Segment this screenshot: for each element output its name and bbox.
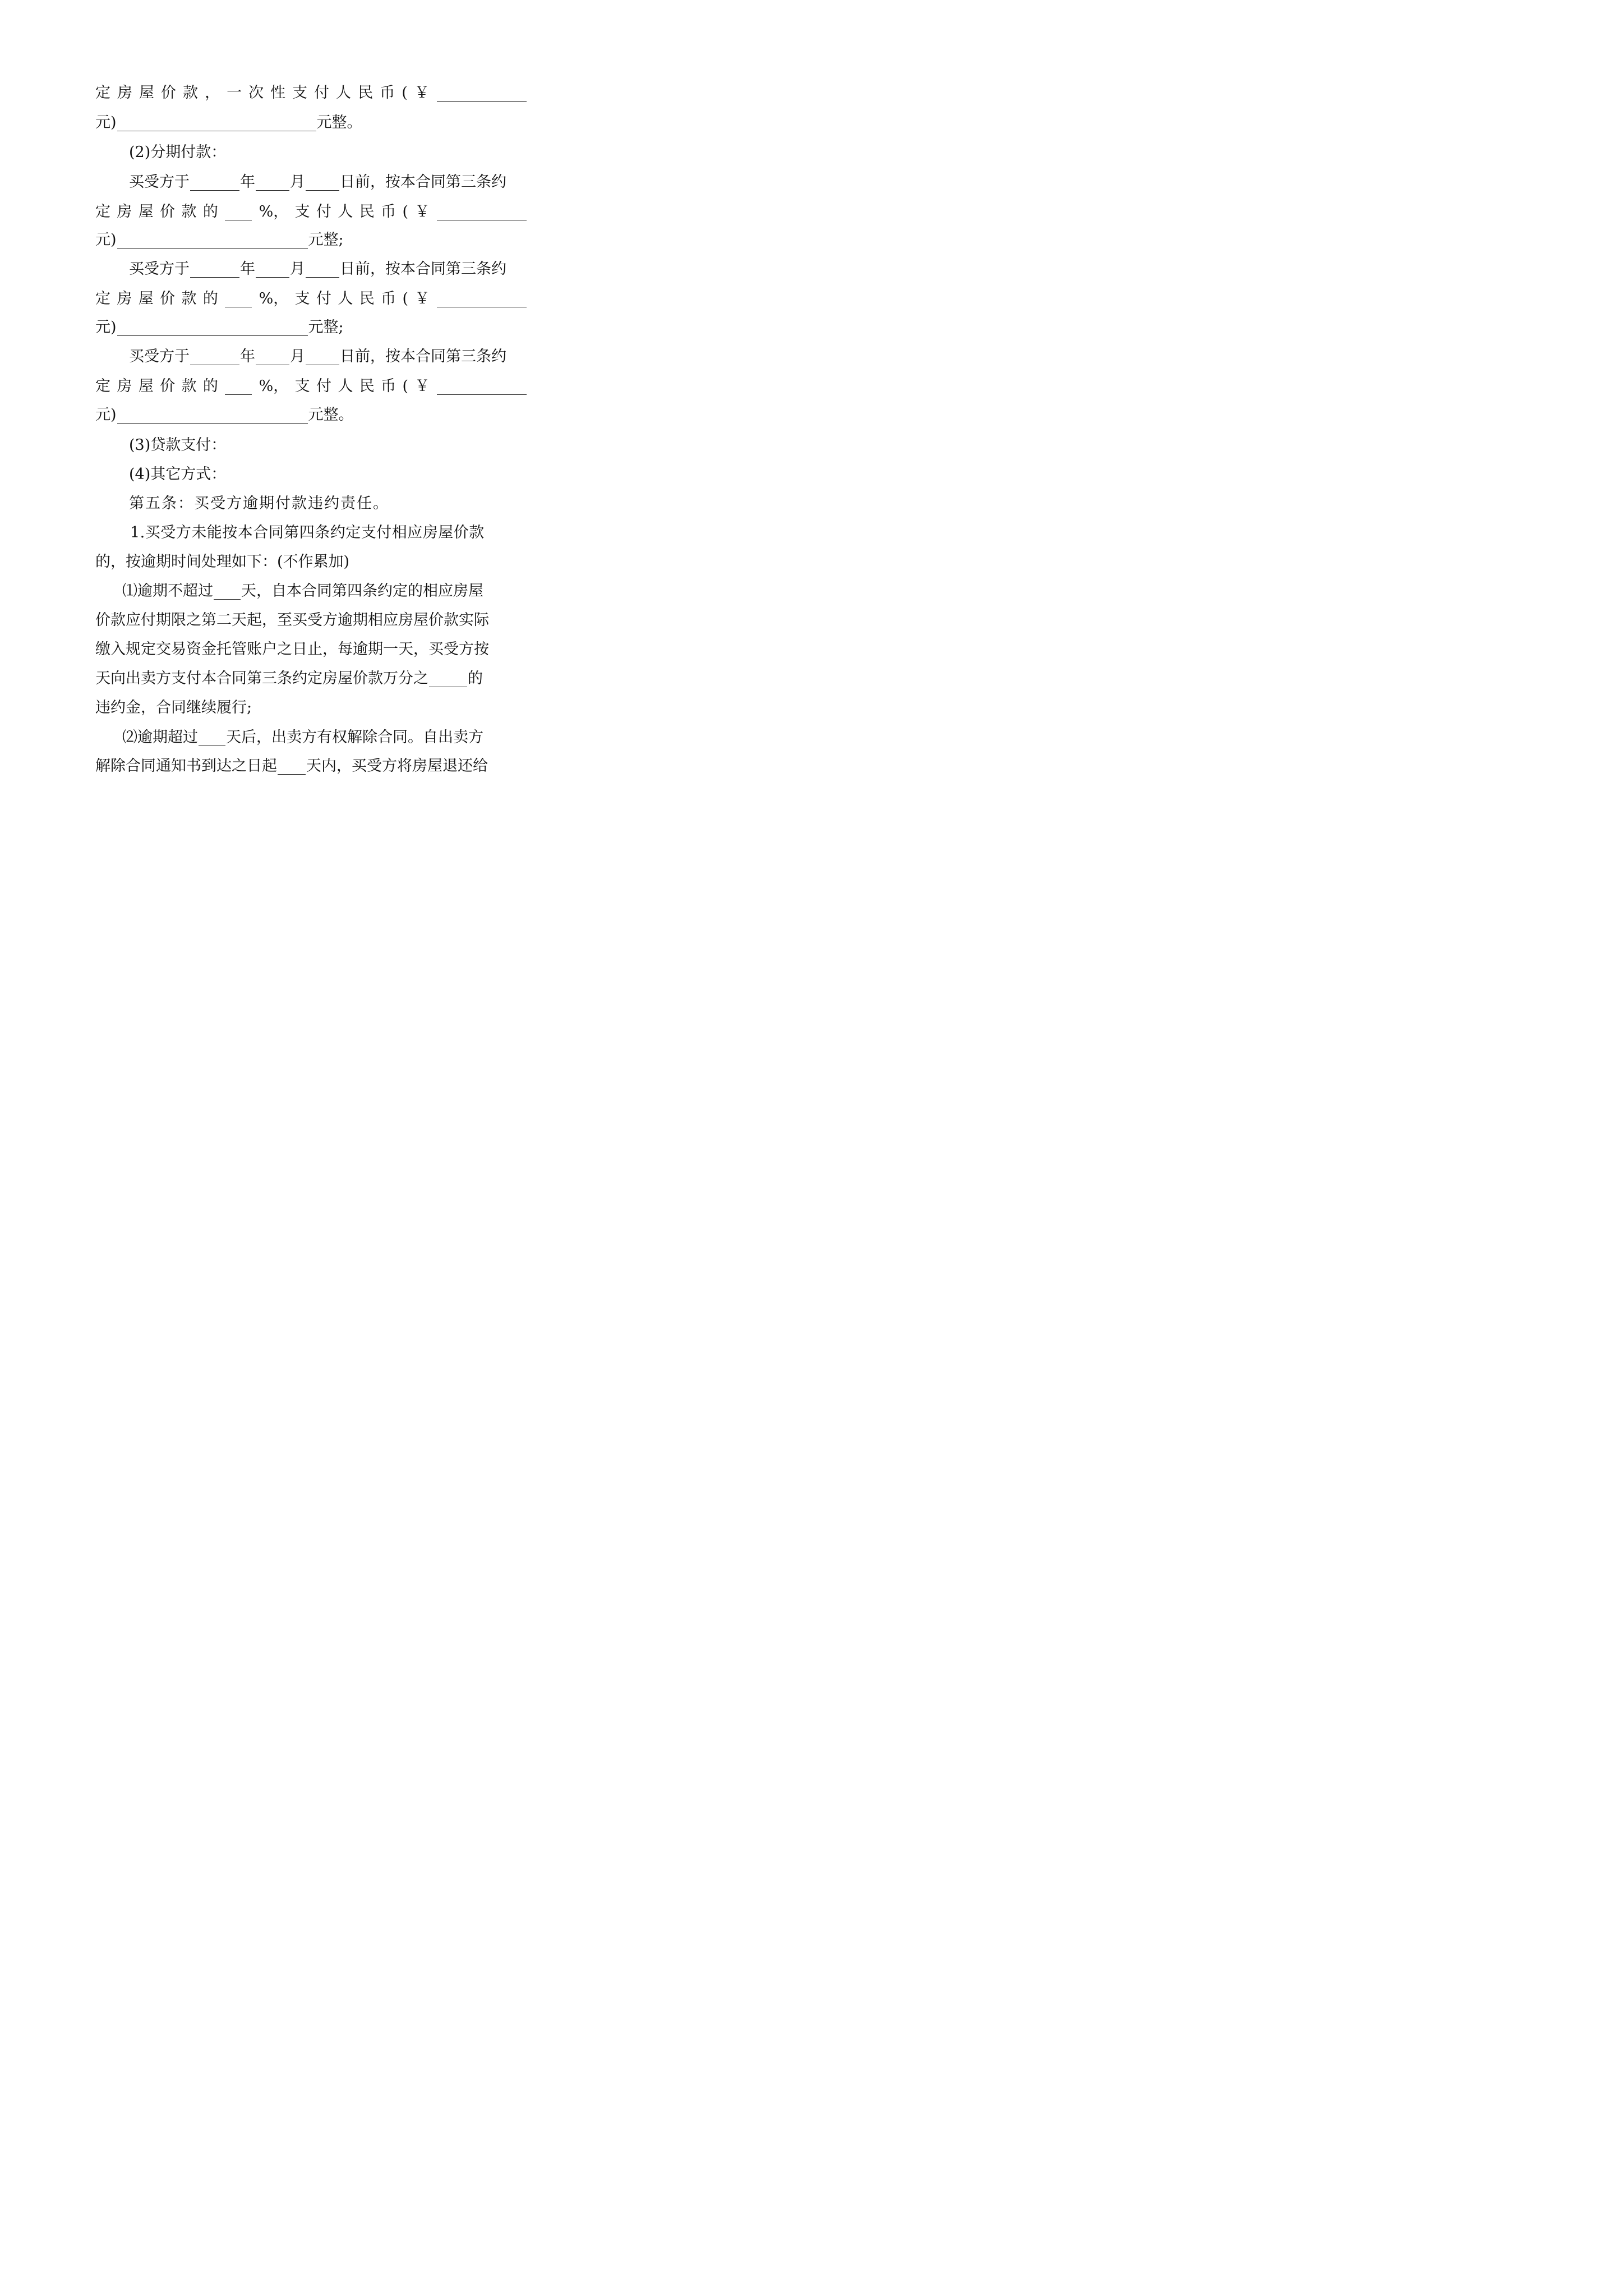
contract-line-10	[129, 346, 527, 368]
fill-blank[interactable]	[190, 349, 239, 365]
text-segment: 元)	[95, 231, 117, 249]
text-segment: ￥	[414, 290, 430, 307]
text-segment: 付	[314, 84, 330, 102]
contract-line-6	[95, 229, 527, 251]
text-segment: %，	[259, 290, 289, 307]
text-segment: 币	[381, 378, 396, 395]
fill-blank[interactable]	[117, 232, 308, 249]
text-segment: 天，自本合同第四条约定的相应房屋	[241, 582, 483, 600]
text-segment: 币	[381, 203, 396, 220]
text-segment: (	[402, 290, 409, 307]
contract-line-16	[130, 522, 527, 544]
text-segment: 款	[181, 203, 197, 220]
contract-line-19	[95, 609, 527, 632]
text-segment: 的	[202, 203, 218, 220]
text-segment: 支	[294, 290, 310, 307]
text-segment: 元)	[95, 114, 117, 131]
text-segment: 解除合同通知书到达之日起	[95, 757, 277, 775]
text-segment: 买受方于	[129, 348, 190, 365]
section-heading: (2)分期付款：	[129, 144, 227, 161]
contract-line-23	[122, 726, 527, 749]
text-segment: 的	[202, 378, 218, 395]
text-segment: ⑴逾期不超过	[122, 582, 213, 600]
contract-line-1	[95, 82, 527, 104]
contract-line-17	[95, 551, 527, 573]
fill-blank[interactable]	[437, 291, 527, 307]
document-page	[0, 0, 617, 873]
text-segment: 价	[160, 290, 176, 307]
text-segment: (	[402, 378, 409, 395]
text-segment: 人	[338, 203, 353, 220]
text-segment: 屋	[138, 203, 154, 220]
contract-line-4	[129, 171, 527, 194]
text-segment: 民	[359, 290, 375, 307]
text-segment: 日前，按本合同第三条约	[340, 348, 506, 365]
text-segment: 定	[95, 290, 110, 307]
paragraph-text: 1.买受方未能按本合同第四条约定支付相应房屋价款	[130, 524, 485, 541]
contract-line-9	[95, 316, 527, 339]
article-title: 第五条：买受方逾期付款违约责任。	[129, 495, 389, 512]
fill-blank[interactable]	[190, 174, 239, 191]
contract-line-11	[95, 375, 527, 398]
text-segment: 民	[359, 203, 375, 220]
text-segment: 价	[161, 84, 177, 102]
text-segment: 年	[240, 348, 255, 365]
fill-blank[interactable]	[306, 349, 339, 365]
text-segment: 付	[316, 378, 332, 395]
text-segment: 元整;	[308, 319, 344, 336]
fill-blank[interactable]	[117, 407, 308, 424]
paragraph-text: 违约金，合同继续履行;	[95, 699, 252, 716]
text-segment: 付	[316, 203, 332, 220]
text-segment: %，	[259, 203, 289, 220]
fill-blank[interactable]	[117, 115, 316, 131]
fill-blank[interactable]	[306, 261, 339, 278]
text-segment: 支	[294, 203, 310, 220]
text-segment: ￥	[414, 84, 430, 102]
fill-blank[interactable]	[306, 174, 339, 191]
text-segment: 日前，按本合同第三条约	[340, 260, 506, 278]
paragraph-text: 的，按逾期时间处理如下：(不作累加)	[95, 553, 350, 570]
text-segment: (	[402, 203, 409, 220]
text-segment: 定	[95, 378, 110, 395]
text-segment: 房	[117, 378, 132, 395]
text-segment: 房	[117, 290, 132, 307]
contract-line-2	[95, 112, 527, 134]
text-segment: 人	[336, 84, 352, 102]
text-segment: 款	[181, 290, 197, 307]
text-segment: 币	[381, 290, 396, 307]
text-segment: 人	[338, 378, 353, 395]
fill-blank[interactable]	[256, 261, 289, 278]
text-segment: 的	[468, 670, 483, 687]
text-segment: 定	[95, 84, 110, 102]
text-segment: 屋	[138, 290, 154, 307]
text-segment: 房	[117, 203, 132, 220]
text-segment: 年	[240, 260, 255, 278]
text-segment: 月	[290, 348, 305, 365]
text-segment: (	[402, 84, 408, 102]
contract-line-8	[95, 288, 527, 310]
paragraph-text: 价款应付期限之第二天起，至买受方逾期相应房屋价款实际	[95, 611, 489, 629]
text-segment: 元)	[95, 406, 117, 424]
contract-line-20	[95, 638, 527, 661]
text-segment: 元)	[95, 319, 117, 336]
fill-blank[interactable]	[437, 379, 527, 395]
text-segment: 元整;	[308, 231, 344, 249]
fill-blank[interactable]	[225, 291, 252, 307]
text-segment: 元整。	[308, 406, 354, 424]
text-segment: 民	[359, 378, 375, 395]
text-segment: 屋	[139, 84, 155, 102]
fill-blank[interactable]	[214, 583, 241, 600]
fill-blank[interactable]	[199, 730, 225, 746]
fill-blank[interactable]	[278, 758, 306, 775]
text-segment: 性	[270, 84, 286, 102]
fill-blank[interactable]	[429, 671, 467, 687]
text-segment: 款	[181, 378, 197, 395]
text-segment: 年	[240, 173, 255, 191]
fill-blank[interactable]	[190, 261, 239, 278]
text-segment: 定	[95, 203, 110, 220]
contract-line-18	[122, 580, 527, 602]
fill-blank[interactable]	[117, 320, 308, 336]
text-segment: ，	[205, 84, 220, 102]
text-segment: 买受方于	[129, 173, 190, 191]
text-segment: 的	[202, 290, 218, 307]
contract-line-22	[95, 697, 527, 719]
contract-line-13	[129, 434, 527, 457]
text-segment: 天内，买受方将房屋退还给	[306, 757, 488, 775]
contract-line-12	[95, 404, 527, 426]
contract-line-7	[129, 258, 527, 280]
section-heading: (3)贷款支付：	[129, 436, 227, 454]
text-segment: ￥	[414, 203, 430, 220]
text-segment: 房	[117, 84, 133, 102]
fill-blank[interactable]	[256, 174, 289, 191]
text-segment: 月	[290, 260, 305, 278]
text-segment: 月	[290, 173, 305, 191]
text-segment: 民	[358, 84, 374, 102]
text-segment: 币	[380, 84, 395, 102]
section-heading: (4)其它方式：	[129, 466, 227, 483]
text-segment: 一	[227, 84, 242, 102]
fill-blank[interactable]	[225, 204, 252, 220]
text-segment: %，	[259, 378, 289, 395]
fill-blank[interactable]	[256, 349, 289, 365]
text-segment: 价	[160, 378, 176, 395]
text-segment: 天向出卖方支付本合同第三条约定房屋价款万分之	[95, 670, 428, 687]
paragraph-text: 缴入规定交易资金托管账户之日止，每逾期一天，买受方按	[95, 641, 489, 658]
text-segment: 屋	[138, 378, 154, 395]
text-segment: 日前，按本合同第三条约	[340, 173, 506, 191]
contract-line-3	[129, 141, 527, 164]
fill-blank[interactable]	[437, 85, 527, 102]
text-segment: 买受方于	[129, 260, 190, 278]
text-segment: 付	[316, 290, 332, 307]
text-segment: 支	[294, 378, 310, 395]
contract-line-21	[95, 668, 527, 690]
fill-blank[interactable]	[225, 379, 252, 395]
contract-line-24	[95, 755, 527, 777]
text-segment: 人	[338, 290, 353, 307]
text-segment: 天后，出卖方有权解除合同。自出卖方	[226, 729, 483, 746]
text-segment: ⑵逾期超过	[122, 729, 198, 746]
text-segment: 次	[248, 84, 264, 102]
text-segment: ￥	[414, 378, 430, 395]
text-segment: 款	[183, 84, 199, 102]
text-segment: 支	[292, 84, 308, 102]
contract-line-15	[129, 493, 527, 515]
text-segment: 价	[160, 203, 176, 220]
fill-blank[interactable]	[437, 204, 527, 220]
text-segment: 元整。	[316, 114, 362, 131]
contract-line-14	[129, 463, 527, 486]
contract-line-5	[95, 201, 527, 223]
